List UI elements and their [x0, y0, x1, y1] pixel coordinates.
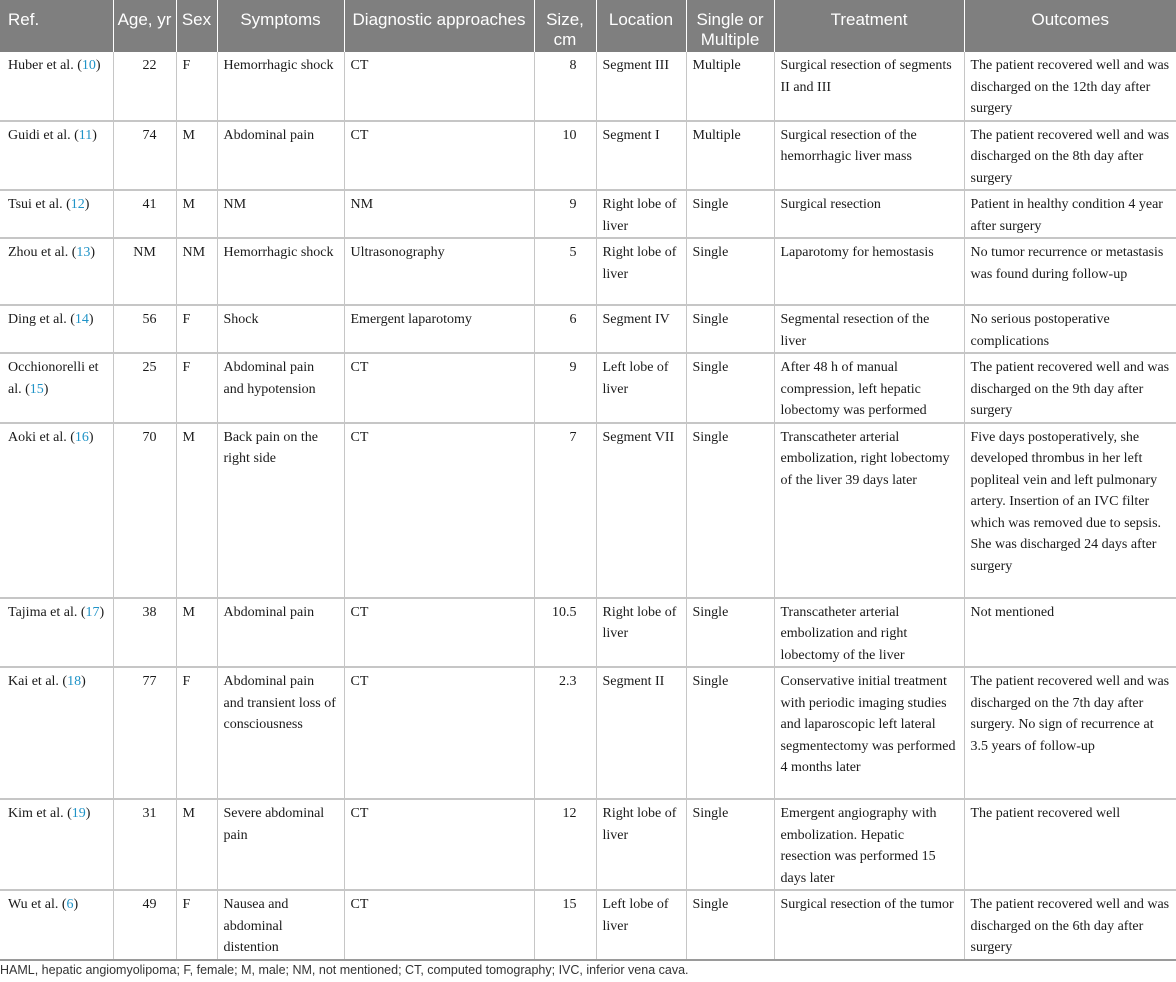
cell-diagnostic: CT	[344, 121, 534, 191]
table-row	[0, 238, 1176, 305]
cell-diagnostic: CT	[344, 667, 534, 799]
cell-location: Right lobe of liver	[596, 598, 686, 668]
cell-location: Left lobe of liver	[596, 890, 686, 960]
ref-close: )	[99, 604, 105, 620]
cell-sex: F	[176, 890, 217, 960]
ref-close: )	[43, 381, 49, 397]
cell-size: 10	[534, 121, 596, 191]
ref-link[interactable]: 11	[78, 127, 93, 143]
cell-single-multiple: Single	[686, 799, 774, 890]
cell-outcomes: The patient recovered well and was discharged on the 8th day after surgery	[964, 121, 1176, 191]
cell-single-multiple: Single	[686, 190, 774, 238]
ref-link[interactable]: 14	[74, 312, 89, 327]
cell-symptoms: Back pain on the right side	[217, 423, 344, 598]
ref-link[interactable]: 13	[76, 245, 91, 260]
cell-single-multiple: Single	[686, 667, 774, 799]
cell-age: 56	[113, 305, 176, 353]
table-row	[0, 598, 1176, 668]
header-row	[0, 0, 1176, 52]
ref-author: Huber et al. (	[8, 58, 82, 73]
table-row	[0, 799, 1176, 890]
ref-close: )	[84, 197, 90, 212]
col-header-outcomes: Outcomes	[964, 0, 1176, 52]
cell-location: Segment III	[596, 52, 686, 121]
cell-diagnostic: CT	[344, 890, 534, 960]
cell-ref	[0, 190, 113, 238]
cell-size: 9	[534, 353, 596, 423]
ref-link[interactable]: 18	[67, 674, 82, 689]
table-header	[0, 0, 1176, 52]
cell-outcomes: Five days postoperatively, she developed thrombus in her left popliteal vein and left pulmonary artery. Insertion of an IVC filter which was removed due to sepsis. She was discharged 24 days after surgery	[964, 423, 1176, 598]
cell-ref	[0, 799, 113, 890]
cell-location: Right lobe of liver	[596, 190, 686, 238]
cell-single-multiple: Multiple	[686, 52, 774, 121]
cell-ref	[0, 890, 113, 960]
cell-ref	[0, 667, 113, 799]
cell-outcomes: No serious postoperative complications	[964, 305, 1176, 353]
ref-author: Kai et al. (	[8, 674, 68, 689]
ref-link[interactable]: 10	[81, 58, 96, 73]
cell-diagnostic: CT	[344, 799, 534, 890]
col-header-single-multiple: Single or Multiple	[686, 0, 774, 52]
cell-outcomes: Not mentioned	[964, 598, 1176, 668]
cell-ref	[0, 305, 113, 353]
cell-diagnostic: CT	[344, 52, 534, 121]
cell-size: 2.3	[534, 667, 596, 799]
table-row	[0, 121, 1176, 191]
cell-location: Segment II	[596, 667, 686, 799]
cell-treatment: Laparotomy for hemostasis	[774, 238, 964, 305]
cell-treatment: Surgical resection of the hemorrhagic liver mass	[774, 121, 964, 191]
cell-age: 41	[113, 190, 176, 238]
cell-ref	[0, 121, 113, 191]
ref-author: Tsui et al. (	[8, 197, 71, 212]
cell-diagnostic: Emergent laparotomy	[344, 305, 534, 353]
cell-symptoms: Abdominal pain and transient loss of consciousness	[217, 667, 344, 799]
cell-location: Segment VII	[596, 423, 686, 598]
ref-link[interactable]: 6	[66, 897, 74, 912]
ref-link[interactable]: 19	[71, 806, 86, 821]
cell-single-multiple: Single	[686, 353, 774, 423]
ref-close: )	[92, 127, 97, 143]
ref-close: )	[88, 429, 94, 445]
cell-outcomes: The patient recovered well	[964, 799, 1176, 890]
cell-symptoms: Nausea and abdominal distention	[217, 890, 344, 960]
cell-outcomes: The patient recovered well and was discharged on the 9th day after surgery	[964, 353, 1176, 423]
cell-symptoms: Abdominal pain	[217, 598, 344, 668]
cell-location: Left lobe of liver	[596, 353, 686, 423]
cell-symptoms: Hemorrhagic shock	[217, 52, 344, 121]
cell-single-multiple: Single	[686, 423, 774, 598]
cell-outcomes: The patient recovered well and was discharged on the 12th day after surgery	[964, 52, 1176, 121]
cell-symptoms: Shock	[217, 305, 344, 353]
cell-size: 6	[534, 305, 596, 353]
cell-location: Right lobe of liver	[596, 799, 686, 890]
cell-location: Right lobe of liver	[596, 238, 686, 305]
col-header-symptoms: Symptoms	[217, 0, 344, 52]
cell-single-multiple: Single	[686, 598, 774, 668]
cell-diagnostic: Ultrasonography	[344, 238, 534, 305]
cell-symptoms: Abdominal pain	[217, 121, 344, 191]
cell-diagnostic: CT	[344, 423, 534, 598]
cell-size: 8	[534, 52, 596, 121]
cell-outcomes: The patient recovered well and was discharged on the 7th day after surgery. No sign of recurrence at 3.5 years of follow-up	[964, 667, 1176, 799]
cell-age: 31	[113, 799, 176, 890]
cell-ref	[0, 423, 113, 598]
cell-diagnostic: NM	[344, 190, 534, 238]
cell-size: 12	[534, 799, 596, 890]
table-row	[0, 52, 1176, 121]
col-header-size: Size, cm	[534, 0, 596, 52]
ref-link[interactable]: 17	[85, 604, 100, 620]
cell-sex: F	[176, 52, 217, 121]
cell-size: 15	[534, 890, 596, 960]
ref-close: )	[88, 312, 94, 327]
ref-author: Kim et al. (	[8, 806, 72, 821]
cell-single-multiple: Multiple	[686, 121, 774, 191]
cell-size: 10.5	[534, 598, 596, 668]
cell-outcomes: Patient in healthy condition 4 year after surgery	[964, 190, 1176, 238]
ref-close: )	[73, 897, 79, 912]
table-row	[0, 667, 1176, 799]
ref-author: Zhou et al. (	[8, 245, 77, 260]
cell-treatment: Transcatheter arterial embolization, right lobectomy of the liver 39 days later	[774, 423, 964, 598]
cell-ref	[0, 598, 113, 668]
cell-sex: M	[176, 423, 217, 598]
cell-single-multiple: Single	[686, 305, 774, 353]
cell-treatment: Surgical resection of the tumor	[774, 890, 964, 960]
cell-sex: NM	[176, 238, 217, 305]
cell-treatment: Emergent angiography with embolization. Hepatic resection was performed 15 days later	[774, 799, 964, 890]
cell-symptoms: NM	[217, 190, 344, 238]
ref-link[interactable]: 12	[70, 197, 85, 212]
cell-age: 38	[113, 598, 176, 668]
cell-size: 9	[534, 190, 596, 238]
ref-close: )	[90, 245, 96, 260]
ref-close: )	[95, 58, 101, 73]
cell-treatment: Segmental resection of the liver	[774, 305, 964, 353]
ref-author: Ding et al. (	[8, 312, 75, 327]
cell-sex: M	[176, 190, 217, 238]
table-row	[0, 305, 1176, 353]
cell-sex: M	[176, 121, 217, 191]
cell-treatment: Surgical resection of segments II and III	[774, 52, 964, 121]
cell-age: 77	[113, 667, 176, 799]
cell-treatment: Surgical resection	[774, 190, 964, 238]
cell-location: Segment I	[596, 121, 686, 191]
cell-sex: M	[176, 598, 217, 668]
table-footnote: HAML, hepatic angiomyolipoma; F, female; M, male; NM, not mentioned; CT, computed tomography; IVC, inferior vena cava.	[0, 963, 689, 977]
ref-link[interactable]: 15	[29, 381, 44, 397]
cell-age: NM	[113, 238, 176, 305]
cell-age: 74	[113, 121, 176, 191]
cell-size: 7	[534, 423, 596, 598]
cell-sex: F	[176, 667, 217, 799]
cell-outcomes: The patient recovered well and was discharged on the 6th day after surgery	[964, 890, 1176, 960]
col-header-sex: Sex	[176, 0, 217, 52]
ref-author: Guidi et al. (	[8, 127, 79, 143]
col-header-location: Location	[596, 0, 686, 52]
table-row	[0, 190, 1176, 238]
cell-size: 5	[534, 238, 596, 305]
cell-age: 70	[113, 423, 176, 598]
cell-diagnostic: CT	[344, 353, 534, 423]
cell-symptoms: Hemorrhagic shock	[217, 238, 344, 305]
ref-author: Wu et al. (	[8, 897, 67, 912]
ref-close: )	[85, 806, 91, 821]
cell-age: 25	[113, 353, 176, 423]
cell-diagnostic: CT	[344, 598, 534, 668]
col-header-treatment: Treatment	[774, 0, 964, 52]
cell-treatment: After 48 h of manual compression, left hepatic lobectomy was performed	[774, 353, 964, 423]
cell-single-multiple: Single	[686, 238, 774, 305]
cell-age: 22	[113, 52, 176, 121]
cell-single-multiple: Single	[686, 890, 774, 960]
col-header-age: Age, yr	[113, 0, 176, 52]
cell-treatment: Conservative initial treatment with periodic imaging studies and laparoscopic left lateral segmentectomy was performed 4 months later	[774, 667, 964, 799]
ref-link[interactable]: 16	[74, 429, 89, 445]
ref-author: Aoki et al. (	[8, 429, 75, 445]
cell-ref	[0, 353, 113, 423]
cell-sex: M	[176, 799, 217, 890]
col-header-diagnostic: Diagnostic approaches	[344, 0, 534, 52]
table-body	[0, 52, 1176, 960]
col-header-ref: Ref.	[0, 0, 113, 52]
cell-symptoms: Severe abdominal pain	[217, 799, 344, 890]
table-row	[0, 423, 1176, 598]
cell-ref	[0, 238, 113, 305]
cell-outcomes: No tumor recurrence or metastasis was found during follow-up	[964, 238, 1176, 305]
cell-location: Segment IV	[596, 305, 686, 353]
table-row	[0, 890, 1176, 960]
cell-treatment: Transcatheter arterial embolization and right lobectomy of the liver	[774, 598, 964, 668]
ref-close: )	[81, 674, 86, 689]
cell-sex: F	[176, 305, 217, 353]
cell-age: 49	[113, 890, 176, 960]
ref-author: Occhionorelli et al. (	[8, 360, 99, 397]
cell-ref	[0, 52, 113, 121]
cell-symptoms: Abdominal pain and hypotension	[217, 353, 344, 423]
cell-sex: F	[176, 353, 217, 423]
table-row	[0, 353, 1176, 423]
ref-author: Tajima et al. (	[8, 604, 86, 620]
